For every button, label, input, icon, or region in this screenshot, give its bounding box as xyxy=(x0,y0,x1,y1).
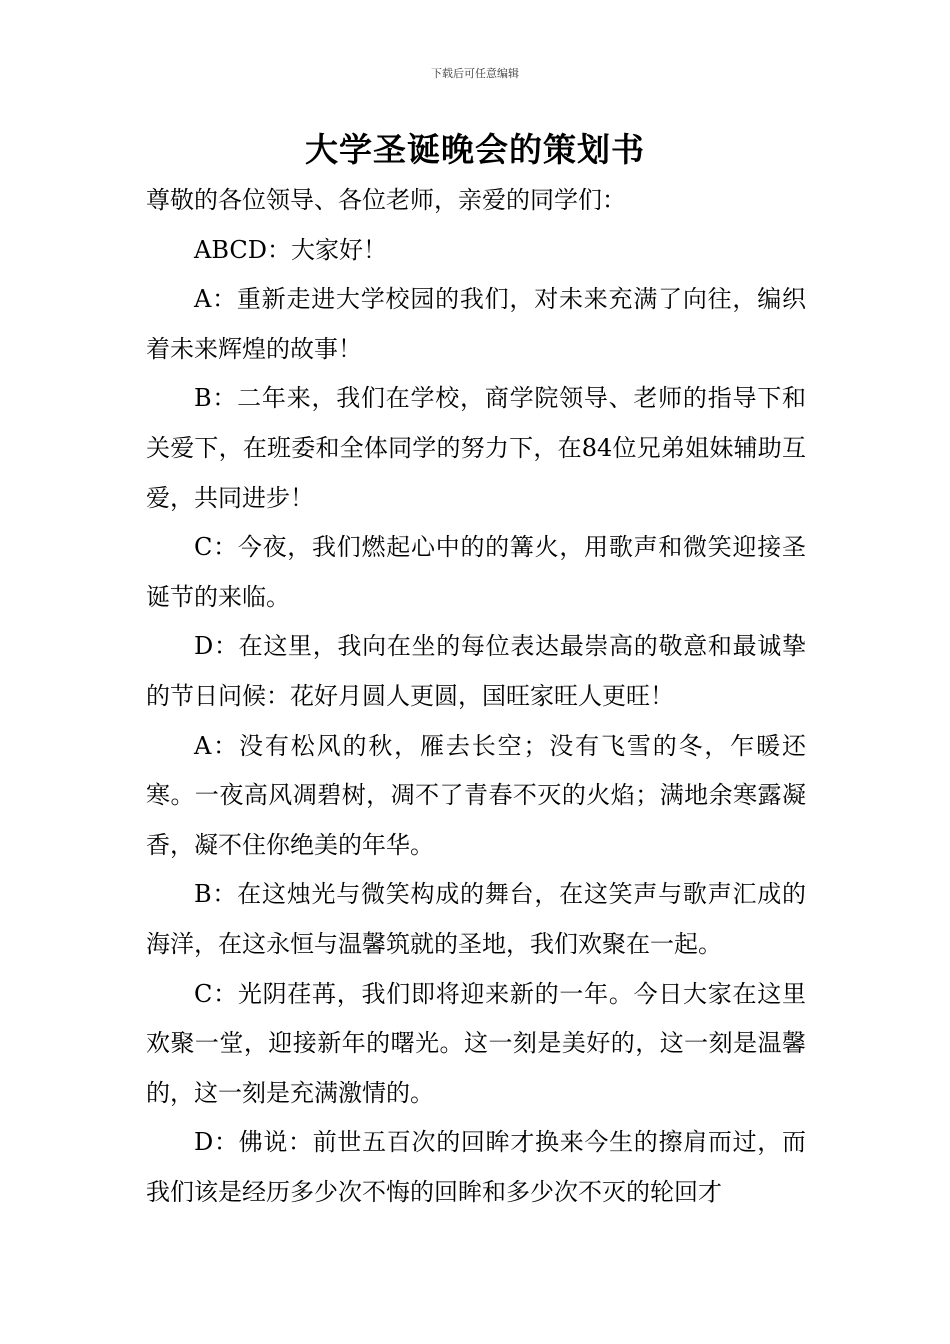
body-paragraph: D：在这里，我向在坐的每位表达最崇高的敬意和最诚挚的节日问候：花好月圆人更圆，国旺家旺人更旺！ xyxy=(146,632,806,710)
page-title: 大学圣诞晚会的策划书 xyxy=(305,130,645,169)
document-body xyxy=(146,176,806,1217)
body-paragraph: A：没有松风的秋，雁去长空；没有飞雪的冬，乍暖还寒。一夜高风凋碧树，凋不了青春不灭的火焰；满地余寒露凝香，凝不住你绝美的年华。 xyxy=(146,731,806,859)
body-paragraph: ABCD：大家好！ xyxy=(194,235,388,264)
body-paragraph: B：二年来，我们在学校，商学院领导、老师的指导下和关爱下，在班委和全体同学的努力下，在84位兄弟姐妹辅助互爱，共同进步！ xyxy=(146,384,806,512)
body-paragraph: C：光阴荏苒，我们即将迎来新的一年。今日大家在这里欢聚一堂，迎接新年的曙光。这一刻是美好的，这一刻是温馨的，这一刻是充满激情的。 xyxy=(146,979,806,1107)
body-paragraph: D：佛说：前世五百次的回眸才换来今生的擦肩而过，而我们该是经历多少次不悔的回眸和多少次不灭的轮回才 xyxy=(146,1128,806,1206)
salutation-paragraph: 尊敬的各位领导、各位老师，亲爱的同学们： xyxy=(146,186,626,214)
body-paragraph: C：今夜，我们燃起心中的的篝火，用歌声和微笑迎接圣诞节的来临。 xyxy=(146,533,806,611)
header-note: 下载后可任意编辑 xyxy=(431,67,519,80)
body-paragraph: B：在这烛光与微笑构成的舞台，在这笑声与歌声汇成的海洋，在这永恒与温馨筑就的圣地，我们欢聚在一起。 xyxy=(146,880,806,958)
body-paragraph: A：重新走进大学校园的我们，对未来充满了向往，编织着未来辉煌的故事！ xyxy=(146,285,806,363)
